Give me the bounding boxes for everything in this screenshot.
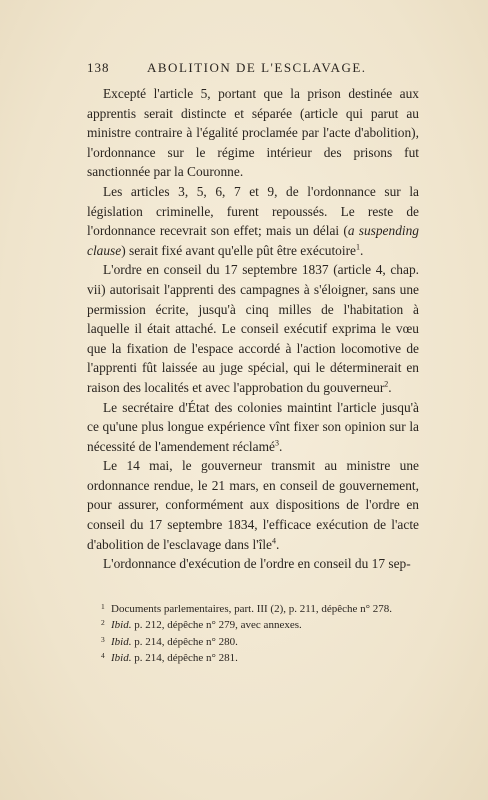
ibid-label: Ibid. (111, 635, 132, 648)
footnote-text: Documents parlementaires, part. III (2), p. 211, dépêche n° 278. (111, 603, 393, 615)
footnote-number: 3 (101, 634, 105, 644)
paragraph-2 (87, 182, 419, 260)
paragraph-6 (87, 554, 419, 574)
footnote-1 (87, 601, 419, 617)
footnote-4 (87, 650, 419, 666)
running-head: ABOLITION DE L'ESCLAVAGE. (147, 60, 367, 75)
paragraph-4 (87, 398, 419, 457)
punctuation: . (360, 242, 364, 258)
footnote-ref[interactable]: 3 (274, 438, 279, 448)
footnote-ref[interactable]: 4 (271, 536, 276, 546)
punctuation: . (275, 536, 280, 552)
paragraph-text: ) serait fixé avant qu'elle pût être exécutoire (121, 242, 356, 258)
footnote-3 (87, 634, 419, 650)
punctuation: . (388, 379, 392, 395)
footnote-2 (87, 617, 419, 633)
footnote-number: 4 (101, 650, 105, 660)
paragraph-text: L'ordonnance d'exécution de l'ordre en conseil du 17 sep- (103, 556, 411, 572)
body-text (87, 84, 419, 574)
punctuation: . (278, 438, 283, 454)
footnote-text: p. 212, dépêche n° 279, avec annexes. (131, 619, 302, 632)
italic-phrase: a suspending clause (87, 223, 419, 258)
footnote-ref[interactable]: 2 (384, 379, 389, 389)
ibid-label: Ibid. (111, 619, 132, 632)
paragraph-text: L'ordre en conseil du 17 septembre 1837 (article 4, chap. vii) autorisait l'apprenti des campagnes à s'éloigner, sans une permission écrite, jusqu'à cinq milles de l'habitation à laquelle il était attaché. Le conseil exécutif exprima le vœu que la fixation de l'espace accordé à l'action locomotive de l'apprenti fût laissée au juge spécial, qui le déterminerait en raison des localités et avec l'approbation du gouverneur (87, 262, 419, 395)
paragraph-text: Les articles 3, 5, 6, 7 et 9, de l'ordonnance sur la législation criminelle, furent repoussés. Le reste de l'ordonnance recevrait son effet; mais un délai ( (87, 183, 419, 239)
paragraph-5 (87, 456, 419, 554)
footnote-number: 2 (101, 618, 105, 628)
page-number: 138 (87, 60, 110, 75)
footnote-text: p. 214, dépêche n° 280. (131, 635, 238, 648)
paragraph-1 (87, 84, 419, 182)
paragraph-text: Le secrétaire d'État des colonies maintint l'article jusqu'à ce qu'une plus longue expérience vînt fixer son opinion sur la nécessité de l'amendement réclamé (87, 399, 419, 454)
paragraph-text: Excepté l'article 5, portant que la prison destinée aux apprentis serait distincte et séparée (article qui parut au ministre contraire à l'égalité proclamée par l'acte d'abolition), l'ordonnance sur le régime intérieur des prisons fut sanctionnée par la Couronne. (87, 86, 419, 180)
footnote-number: 1 (101, 602, 105, 611)
footnotes (87, 601, 419, 666)
paragraph-3 (87, 260, 419, 397)
ibid-label: Ibid. (111, 651, 132, 664)
footnote-text: p. 214, dépêche n° 281. (131, 651, 238, 664)
paragraph-text: Le 14 mai, le gouverneur transmit au ministre une ordonnance rendue, le 21 mars, en conseil de gouvernement, pour assurer, conformément aux dispositions de l'ordre en conseil du 17 septembre 1834, l'efficace exécution de l'acte d'abolition de l'esclavage dans l'île (87, 458, 419, 552)
footnote-ref[interactable]: 1 (356, 242, 360, 252)
